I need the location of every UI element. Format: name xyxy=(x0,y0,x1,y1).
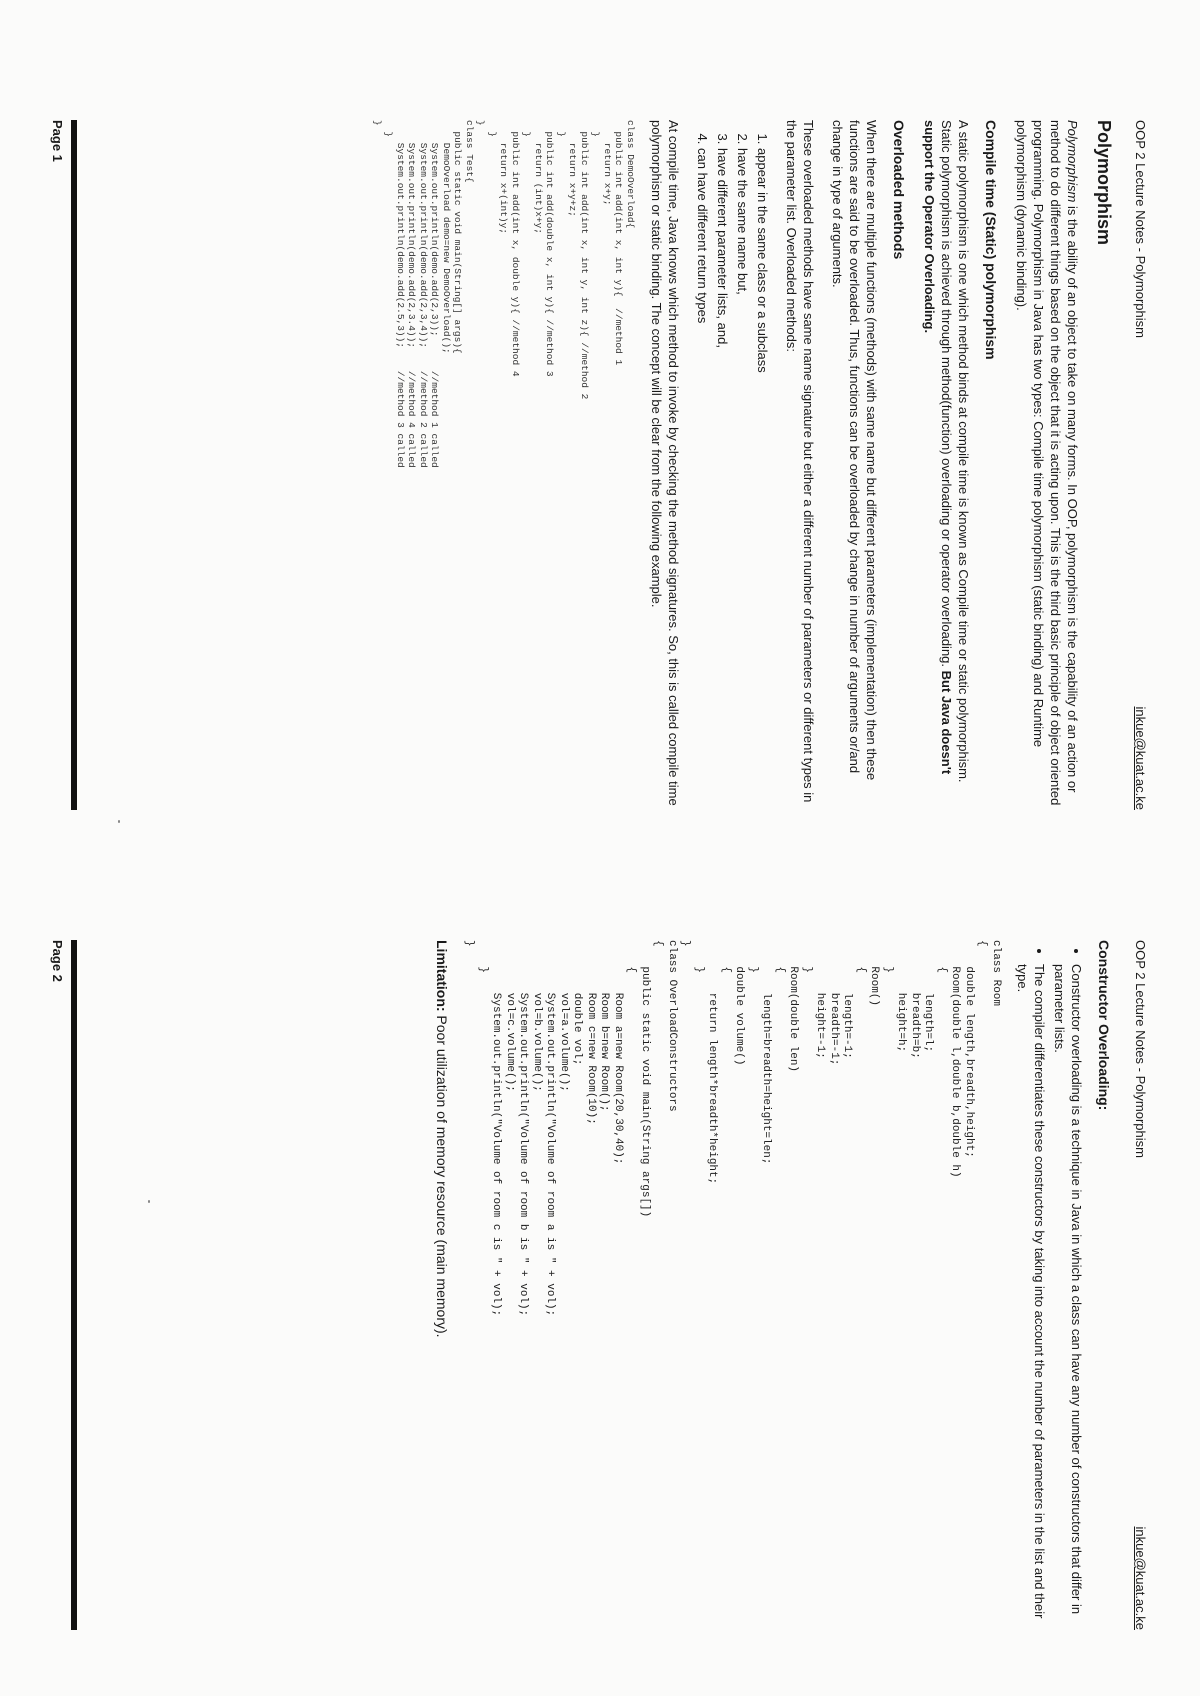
list-item: 2. have the same name but, xyxy=(734,148,751,810)
header-title: OOP 2 Lecture Notes - Polymorphism xyxy=(1133,940,1148,1158)
section-text: A static polymorphism is one which method binds at compile time is known as Compile time or static polymorphism. Static polymorphism is achieved through method(function) overloading or operator overloading. xyxy=(939,120,971,783)
page-content xyxy=(421,940,1112,1630)
code-block: class DemoOverload{ public int add(int x, int y){ //method 1 return x+y; } public int add(int x, int y, int z){ //method 2 return x+y+z; } public int add(double x, int y){ //method 3 return (int)x+y; } public int add(int x, double y){ //method 4 return x+(int)y; } } class Test{ public static void main(String[] args){ DemoOverload demo=new DemoOverload(); System.out.println(demo.add(2,3)); //method 1 called System.out.println(demo.add(2,3,4)); //method 2 called System.out.println(demo.add(2,3.4)); //method 4 called System.out.println(demo.add(2.5,3)); //method 3 called } } xyxy=(372,120,636,468)
page-number: Page 1 xyxy=(50,120,65,162)
numbered-list xyxy=(694,120,771,810)
section-title: Overloaded methods xyxy=(891,120,907,260)
page-2 xyxy=(0,880,1200,1660)
list-item: • The compiler differentiates these constructors by taking into account the number of parameters in the list and their type. xyxy=(1014,964,1048,1630)
intro-paragraph xyxy=(1013,120,1081,810)
page-content xyxy=(362,120,1113,810)
intro-italic: Polymorphism xyxy=(1065,120,1080,203)
section-paragraph: At compile time, Java knows which method to invoke by checking the method signatures. So, this is called compile time polymorphism or static binding. The concept will be clear from the following example. xyxy=(649,120,681,806)
bullet-list xyxy=(1014,940,1085,1630)
page-number: Page 2 xyxy=(50,940,65,982)
section-paragraph: When there are multiple functions (methods) with same name but different parameters (implementation) then these functions are said to be overloaded. Thus, functions can be overloaded by change in number of arguments or/and change in type of arguments. xyxy=(830,120,879,781)
limitation-text: Poor utilization of memory resource (main memory). xyxy=(434,1011,450,1338)
page-header xyxy=(1133,940,1148,1630)
scan-speck xyxy=(118,820,120,823)
section-paragraph xyxy=(921,120,972,810)
limitation-note xyxy=(433,940,450,1630)
header-email[interactable]: inkue@kuat.ac.ke xyxy=(1133,706,1148,810)
page-footer xyxy=(50,120,77,810)
list-item: 4. can have different return types xyxy=(694,148,711,810)
code-block: class Room { double length,breadth,height; Room(double l,double b,double h) { length=l; breadth=b; height=h; } Room() { length=-1; breadth=-1; height=-1; } Room(double len) { length=breadth=height=len; } double volume() { return length*breadth*height; } } class OverloadConstructors { public static void main(String args[]) { Room a=new Room(20,30,40); Room b=new Room(); Room c=new Room(10); double vol; vol=a.volume(); System.out.println("Volume of room a is " + vol); vol=b.volume(); System.out.println("Volume of room b is " + vol); vol=c.volume(); System.out.println("Volume of room c is " + vol); } } xyxy=(463,940,1002,1317)
page-footer xyxy=(50,940,77,1630)
page-heading: Polymorphism xyxy=(1094,120,1114,246)
page-header xyxy=(1133,120,1148,810)
header-title: OOP 2 Lecture Notes - Polymorphism xyxy=(1133,120,1148,338)
scan-speck xyxy=(148,1200,150,1203)
section-title: Constructor Overloading: xyxy=(1096,940,1112,1111)
page-1 xyxy=(0,60,1200,840)
list-item: • Constructor overloading is a technique in Java in which a class can have any number of constructors that differ in parameter lists. xyxy=(1051,964,1085,1630)
list-item: 3. have different parameter lists, and, xyxy=(714,148,731,810)
intro-text: is the ability of an object to take on many forms. In OOP, polymorphism is the capability of an action or method to do different things based on the object that it is acting upon. This is the third basic principle of object oriented programming. Polymorphism in Java has two types: Compile time polymorphism (static binding) and Runtime polymorphism (dynamic binding). xyxy=(1014,120,1080,806)
section-paragraph: These overloaded methods have same name signature but either a different number of parameters or different types in the parameter list. Overloaded methods: xyxy=(784,120,816,803)
section-bold-text: But Java doesn't support the Operator Overloading. xyxy=(922,120,954,775)
list-item: 1. appear in the same class or a subclass xyxy=(754,148,771,810)
limitation-label: Limitation: xyxy=(434,940,450,1012)
header-email[interactable]: inkue@kuat.ac.ke xyxy=(1133,1526,1148,1630)
section-title: Compile time (Static) polymorphism xyxy=(983,120,999,360)
